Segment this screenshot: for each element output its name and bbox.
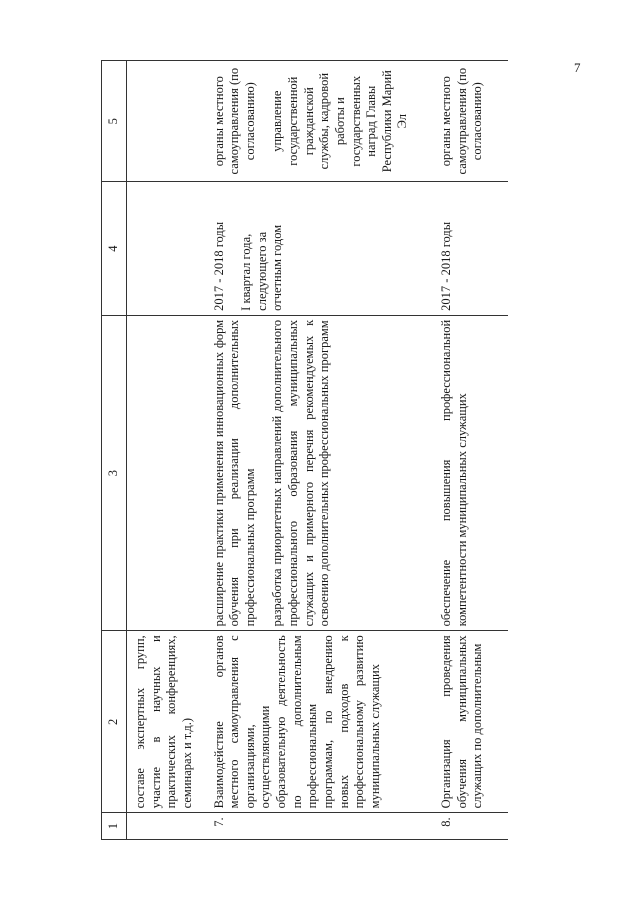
header-col-2: 2 <box>102 631 127 813</box>
row-number: 8. <box>433 813 508 840</box>
date-item: I квартал года, следующего за отчетным годом <box>239 224 285 311</box>
header-col-1: 1 <box>102 813 127 840</box>
row-dates <box>206 182 434 315</box>
cell-num <box>127 813 206 840</box>
row-measures <box>433 315 508 630</box>
row-event: Взаимодействие органов местного самоуправления с организациями, осуществляющими образовательную деятельность по дополнительным профессиональным программам, по внедрению новых подходов к профессиональному развитию муниципальных служащих <box>206 631 434 813</box>
date-item: 2017 - 2018 годы <box>439 221 453 311</box>
responsible-item: управление государственной гражданской службы, кадровой работы и государственных наград Главы Республики Марий Эл <box>270 70 410 173</box>
responsible-item: органы местного самоуправления (по согласованию) <box>211 67 257 175</box>
date-item: 2017 - 2018 годы <box>211 221 226 311</box>
cell-continuation-text: составе экспертных групп, участие в научных и практических конференциях, семинарах и т.д.) <box>127 631 206 813</box>
measure-item: разработка приоритетных направлений дополнительного профессионального образования муниципальных служащих и примерного перечня рекомендуемых к освоению дополнительных профессиональных программ <box>270 319 332 627</box>
header-col-5: 5 <box>102 61 127 182</box>
table-row <box>206 61 434 840</box>
row-event: Организация проведения обучения муниципальных служащих по дополнительным <box>433 631 508 813</box>
measure-item: обеспечение повышения профессиональной компетентности муниципальных служащих <box>439 319 469 627</box>
row-measures <box>206 315 434 630</box>
header-col-4: 4 <box>102 182 127 315</box>
plan-table <box>101 60 508 840</box>
header-row <box>102 61 127 840</box>
page-number: 7 <box>574 60 581 75</box>
rotated-table-sheet <box>101 60 581 840</box>
header-col-3: 3 <box>102 315 127 630</box>
table-row <box>433 61 508 840</box>
row-dates <box>433 182 508 315</box>
table-row-continuation <box>127 61 206 840</box>
row-responsible <box>433 61 508 182</box>
row-responsible <box>206 61 434 182</box>
responsible-item: органы местного самоуправления (по согласованию) <box>439 67 485 175</box>
measure-item: расширение практики применения инновационных форм обучения при реализации дополнительных профессиональных программ <box>211 319 257 627</box>
row-number: 7. <box>206 813 434 840</box>
